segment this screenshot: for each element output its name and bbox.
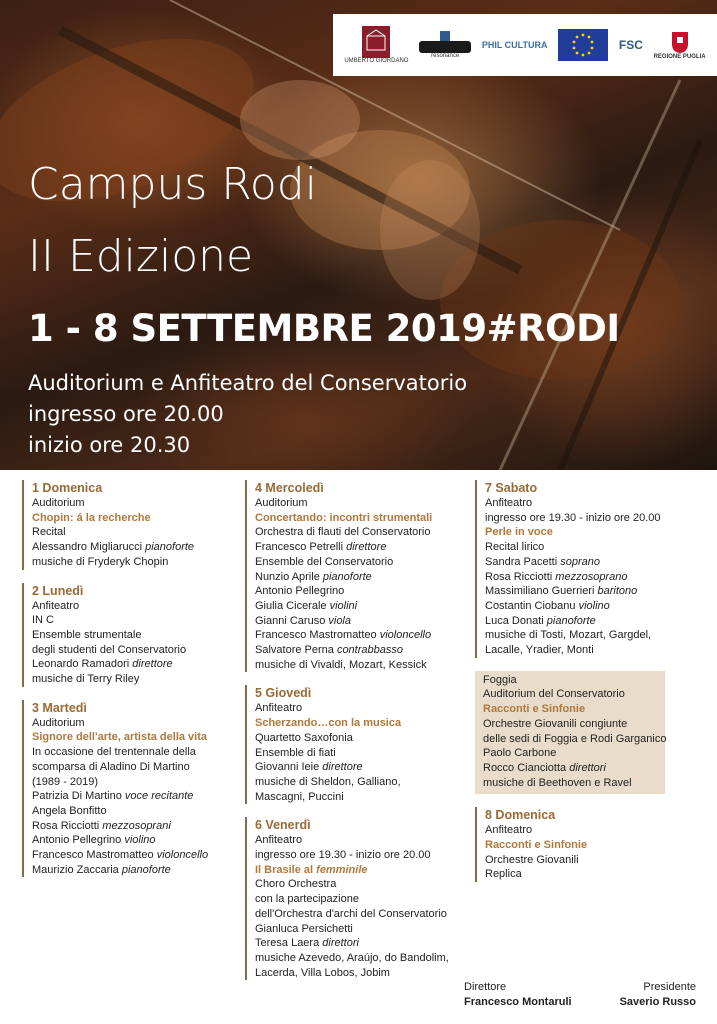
line-text: musiche Azevedo, Araújo, do Bandolim, xyxy=(255,951,449,964)
performer-role: violino xyxy=(578,599,610,612)
program-line xyxy=(32,496,242,511)
day-heading: 7 Sabato xyxy=(485,481,538,495)
program-line xyxy=(485,496,695,511)
line-text: Alessandro Migliarucci xyxy=(32,541,146,554)
venue-info xyxy=(28,368,467,461)
line-text: ingresso ore 19.30 - inizio ore 20.00 xyxy=(255,849,431,862)
program-line xyxy=(32,775,242,790)
program-day-block xyxy=(245,480,465,672)
performer-role: pianoforte xyxy=(322,570,372,583)
program-line xyxy=(255,584,465,599)
program-column-1 xyxy=(22,480,242,890)
resonance-text: resonance xyxy=(431,53,460,59)
program-line xyxy=(485,511,695,526)
performer-role: direttore xyxy=(322,761,363,774)
line-text: Leonardo Ramadori xyxy=(32,658,133,671)
performer-role: viola xyxy=(328,614,351,627)
program-line xyxy=(255,701,465,716)
day-heading: 4 Mercoledì xyxy=(255,481,324,495)
program-line xyxy=(255,790,465,805)
performer-role: pianoforte xyxy=(145,541,195,554)
director-signature xyxy=(464,980,572,1010)
program-line xyxy=(32,716,242,731)
line-text: Racconti e Sinfonie xyxy=(483,703,586,716)
line-text: Anfiteatro xyxy=(255,702,303,715)
program-line xyxy=(255,936,465,951)
program-line xyxy=(485,643,695,658)
line-text: Anfiteatro xyxy=(32,599,80,612)
program-line xyxy=(485,570,695,585)
concert-title xyxy=(255,716,465,731)
program-line xyxy=(483,776,657,791)
program-day-block xyxy=(22,480,242,570)
program-line xyxy=(485,823,695,838)
line-text: musiche di Sheldon, Galliano, xyxy=(255,775,401,788)
resonance-logo xyxy=(419,31,471,59)
performer-role: violini xyxy=(329,599,358,612)
director-label: Direttore xyxy=(464,981,507,993)
program-line xyxy=(255,966,465,981)
program-line xyxy=(483,717,657,732)
program-day-block xyxy=(475,807,695,882)
program-line xyxy=(255,746,465,761)
program-line xyxy=(483,746,657,761)
fsc-logo xyxy=(619,38,643,52)
program-day-block xyxy=(22,700,242,878)
start-time-text: inizio ore 20.30 xyxy=(28,433,191,457)
line-text: Francesco Petrelli xyxy=(255,541,347,554)
line-text: Patrizia Di Martino xyxy=(32,790,125,803)
program-line xyxy=(32,789,242,804)
line-text: musiche di Fryderyk Chopin xyxy=(32,555,169,568)
line-text: Antonio Pellegrino xyxy=(255,585,345,598)
program-line xyxy=(32,760,242,775)
line-text: Recital xyxy=(32,526,66,539)
program-line xyxy=(32,672,242,687)
program-line xyxy=(255,643,465,658)
line-text: Lacerda, Villa Lobos, Jobim xyxy=(255,966,390,979)
line-text: Anfiteatro xyxy=(485,824,533,837)
performer-role: direttori xyxy=(322,937,359,950)
line-text: Gianni Caruso xyxy=(255,614,329,627)
line-text: ingresso ore 19.30 - inizio ore 20.00 xyxy=(485,511,661,524)
program-line xyxy=(32,613,242,628)
program-line xyxy=(485,614,695,629)
performer-role: pianoforte xyxy=(546,614,596,627)
edition-subtitle: II Edizione xyxy=(28,231,254,282)
program-line xyxy=(483,761,657,776)
eu-flag-icon xyxy=(558,29,608,61)
program-line xyxy=(255,570,465,585)
program-line xyxy=(255,628,465,643)
regione-puglia-text: REGIONE PUGLIA xyxy=(653,54,706,60)
performer-role: voce recitante xyxy=(124,790,194,803)
line-text: Salvatore Perna xyxy=(255,644,337,657)
performer-role: contrabbasso xyxy=(336,644,403,657)
day-heading: 3 Martedì xyxy=(32,700,87,715)
venue-text: Auditorium e Anfiteatro del Conservatorio xyxy=(28,371,468,395)
umberto-giordano-icon xyxy=(362,26,390,58)
line-text: Anfiteatro xyxy=(255,834,303,847)
line-text: Sandra Pacetti xyxy=(485,555,561,568)
line-text: musiche di Vivaldi, Mozart, Kessick xyxy=(255,658,427,671)
program-line xyxy=(32,657,242,672)
program-day-block xyxy=(245,817,465,980)
performer-role: violino xyxy=(124,834,156,847)
program-line xyxy=(255,848,465,863)
program-line xyxy=(255,877,465,892)
conservatorio-logo xyxy=(344,26,408,64)
program-line xyxy=(255,555,465,570)
line-text: Ensemble del Conservatorio xyxy=(255,555,394,568)
program-line xyxy=(255,658,465,673)
line-text: Rosa Ricciotti xyxy=(32,819,103,832)
program-line xyxy=(485,584,695,599)
line-text: Ensemble strumentale xyxy=(32,628,142,641)
line-text: Foggia xyxy=(483,673,517,686)
program-line xyxy=(32,525,242,540)
line-text: Paolo Carbone xyxy=(483,747,557,760)
program-line xyxy=(255,833,465,848)
program-line xyxy=(255,540,465,555)
program-line xyxy=(255,731,465,746)
line-text: Signore dell'arte, artista della vita xyxy=(32,731,208,744)
concert-title xyxy=(483,702,657,717)
line-text: Racconti e Sinfonie xyxy=(485,839,588,852)
performer-role: pianoforte xyxy=(121,863,171,876)
phil-cultura-text: PHIL CULTURA xyxy=(481,40,548,50)
line-text: Auditorium xyxy=(255,497,308,509)
program-line xyxy=(485,628,695,643)
day-heading: 6 Venerdì xyxy=(255,818,311,833)
line-text: Perle in voce xyxy=(485,526,553,539)
line-text: Nunzio Aprile xyxy=(255,570,323,583)
line-text: Maurizio Zaccaria xyxy=(32,863,122,876)
regione-puglia-icon xyxy=(671,30,689,54)
program-line xyxy=(32,804,242,819)
line-text: musiche di Terry Riley xyxy=(32,673,140,686)
program-line xyxy=(32,863,242,878)
line-text: Il Brasile al xyxy=(255,863,317,876)
line-text: Recital lirico xyxy=(485,541,545,554)
day-heading: 5 Giovedì xyxy=(255,686,312,701)
line-text: Giovanni Ieie xyxy=(255,761,323,774)
program-line xyxy=(255,599,465,614)
program-day-block xyxy=(475,480,695,658)
eu-flag-logo xyxy=(558,29,608,61)
program-line xyxy=(485,599,695,614)
line-text: Lacalle, Yradier, Monti xyxy=(485,644,594,657)
program-line xyxy=(255,892,465,907)
program-line xyxy=(255,922,465,937)
program-line xyxy=(32,540,242,555)
performer-role: direttori xyxy=(569,761,606,774)
program-line xyxy=(32,848,242,863)
program-line xyxy=(32,819,242,834)
president-label: Presidente xyxy=(643,981,696,993)
line-text: Teresa Laera xyxy=(255,937,323,950)
umberto-giordano-text: UMBERTO GIORDANO xyxy=(344,58,409,64)
program-line xyxy=(485,853,695,868)
line-text: Rosa Ricciotti xyxy=(485,570,556,583)
event-dates: 1 - 8 SETTEMBRE 2019#RODI xyxy=(28,307,620,350)
performer-role: baritono xyxy=(597,585,638,598)
president-signature xyxy=(612,980,696,1010)
line-text: Antonio Pellegrino xyxy=(32,834,125,847)
director-name: Francesco Montaruli xyxy=(464,996,572,1008)
line-text: (1989 - 2019) xyxy=(32,775,99,788)
performer-role: femminile xyxy=(316,863,368,876)
line-text: musiche di Beethoven e Ravel xyxy=(483,776,632,789)
program-line xyxy=(255,496,465,511)
program-line xyxy=(32,599,242,614)
day-heading: 8 Domenica xyxy=(485,808,556,823)
program-line xyxy=(483,732,667,747)
resonance-icon xyxy=(419,31,471,53)
line-text: Orchestre Giovanili xyxy=(485,853,579,866)
program-column-3 xyxy=(475,480,695,895)
concert-title xyxy=(32,511,242,526)
performer-role: violoncello xyxy=(379,629,432,642)
program-line xyxy=(255,525,465,540)
phil-cultura-logo xyxy=(482,40,548,50)
performer-role: direttore xyxy=(132,658,173,671)
program-line xyxy=(255,760,465,775)
line-text: Auditorium xyxy=(32,716,85,729)
line-text: musiche di Tosti, Mozart, Gargdel, xyxy=(485,629,652,642)
program-line xyxy=(255,775,465,790)
line-text: con la partecipazione xyxy=(255,893,359,906)
program-column-2 xyxy=(245,480,465,993)
program-line xyxy=(255,951,465,966)
concert-title xyxy=(485,838,695,853)
entry-time-text: ingresso ore 20.00 xyxy=(28,402,224,426)
line-text: Gianluca Persichetti xyxy=(255,922,353,935)
line-text: Auditorium del Conservatorio xyxy=(483,688,625,701)
performer-role: soprano xyxy=(560,555,600,568)
program-line xyxy=(255,614,465,629)
day-heading: 1 Domenica xyxy=(32,481,103,495)
program-line xyxy=(32,833,242,848)
line-text: delle sedi di Foggia e Rodi Garganico xyxy=(483,732,667,745)
line-text: Concertando: incontri strumentali xyxy=(255,511,433,524)
line-text: IN C xyxy=(32,614,54,627)
program-line xyxy=(32,628,242,643)
program-line xyxy=(485,867,695,882)
performer-role: mezzosoprano xyxy=(555,570,628,583)
president-name: Saverio Russo xyxy=(619,996,696,1008)
program-day-block xyxy=(245,685,465,804)
line-text: Chopin: á la recherche xyxy=(32,511,151,524)
performer-role: mezzosoprani xyxy=(102,819,171,832)
line-text: Mascagni, Puccini xyxy=(255,790,344,803)
fsc-text: FSC xyxy=(618,38,643,52)
line-text: Orchestra di flauti del Conservatorio xyxy=(255,526,431,539)
line-text: Replica xyxy=(485,868,522,881)
program-line xyxy=(255,907,465,922)
day-heading: 2 Lunedì xyxy=(32,583,84,598)
performer-role: violoncello xyxy=(156,849,209,862)
line-text: Choro Orchestra xyxy=(255,878,337,891)
program-line xyxy=(32,555,242,570)
line-text: Francesco Mastromatteo xyxy=(255,629,380,642)
line-text: Quartetto Saxofonia xyxy=(255,731,353,744)
sponsor-logo-bar xyxy=(333,14,717,76)
program-day-block xyxy=(475,671,665,795)
line-text: Angela Bonfitto xyxy=(32,804,107,817)
concert-title xyxy=(255,511,465,526)
line-text: dell'Orchestra d'archi del Conservatorio xyxy=(255,907,447,920)
program-line xyxy=(485,555,695,570)
hero-banner xyxy=(0,0,717,470)
concert-title xyxy=(32,730,242,745)
line-text: Ensemble di fiati xyxy=(255,746,336,759)
program-line xyxy=(485,540,695,555)
line-text: Anfiteatro xyxy=(485,497,533,509)
line-text: scomparsa di Aladino Di Martino xyxy=(32,760,190,773)
line-text: In occasione del trentennale della xyxy=(32,746,196,759)
concert-title xyxy=(485,525,695,540)
program-day-block xyxy=(22,583,242,687)
line-text: Orchestre Giovanili congiunte xyxy=(483,717,628,730)
line-text: Auditorium xyxy=(32,497,85,509)
performer-role: direttore xyxy=(346,541,387,554)
line-text: Luca Donati xyxy=(485,614,547,627)
program-line xyxy=(32,745,242,760)
regione-puglia-logo xyxy=(654,30,706,60)
concert-title xyxy=(255,863,465,878)
line-text: Massimiliano Guerrieri xyxy=(485,585,598,598)
program-line xyxy=(32,643,242,658)
program-line xyxy=(483,673,657,688)
page-title: Campus Rodi xyxy=(28,159,317,210)
program-line xyxy=(483,687,657,702)
line-text: Scherzando…con la musica xyxy=(255,717,402,730)
line-text: Giulia Cicerale xyxy=(255,599,330,612)
line-text: degli studenti del Conservatorio xyxy=(32,643,187,656)
line-text: Francesco Mastromatteo xyxy=(32,849,157,862)
line-text: Costantin Ciobanu xyxy=(485,599,579,612)
line-text: Rocco Cianciotta xyxy=(483,761,570,774)
